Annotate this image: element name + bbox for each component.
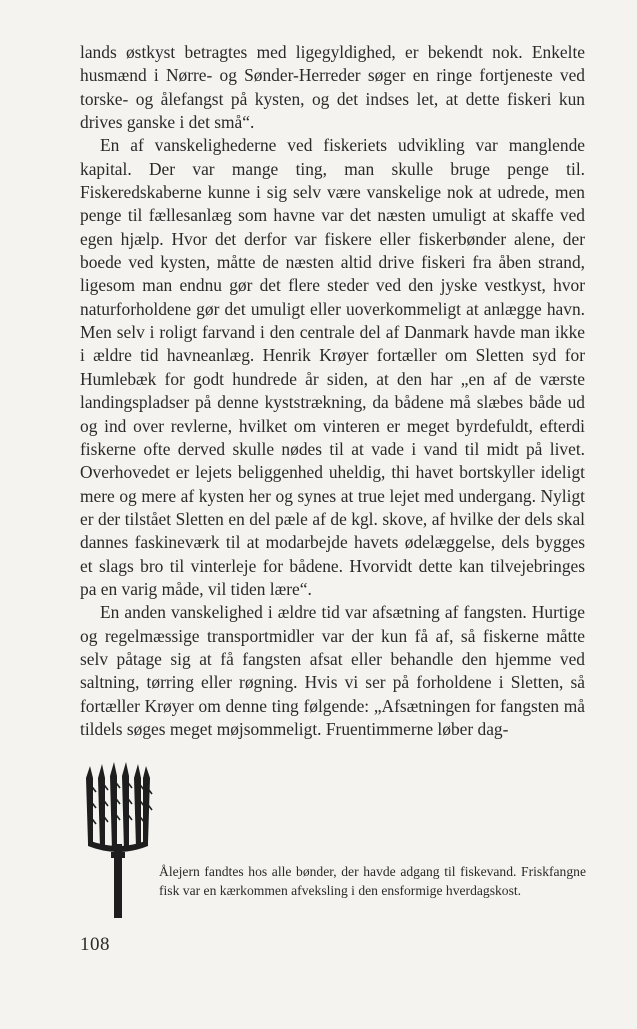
paragraph-2: En af vanskelighederne ved fiskeriets udvikling var manglende kapital. Der var mange ting, man skulle bruge penge til. Fiskeredskaberne kunne i sig selv være vanskelige nok at udrede, men penge til fællesanlæg som havne var det næsten umuligt at skaffe ved egen hjælp. Hvor det derfor var fiskere eller fiskerbønder alene, der boede ved kysten, måtte de næsten altid drive fiskeri fra åben strand, ligesom man endnu gør det flere steder ved den jyske vestkyst, hvor naturforholdene gør det umuligt eller uoverkommeligt at anlægge havn. Men selv i roligt farvand i den centrale del af Danmark havde man ikke i ældre tid havneanlæg. Henrik Krøyer fortæller om Sletten syd for Humlebæk for godt hundrede år siden, at den har „en af de værste landingspladser på denne kyststrækning, da bådene må slæbes både ud og ind over revlerne, hvilket om vinteren er meget byrdefuldt, efterdi fiskerne ofte derved skulle nødes til at vade i vand til midt på livet. Overhovedet er lejets beliggenhed uheldig, thi havet bortskyller ideligt mere og mere af kysten her og synes at true lejet med undergang. Nyligt er der tilstået Sletten en del pæle af de kgl. skove, af hvilke der dels skal dannes faskineværk til at modarbejde havets ødelæggelse, dels bygges et slags bro til vinterleje for bådene. Hvorvidt dette kan tilvejebringes pa en varig måde, vil tiden lære“.: [80, 135, 585, 599]
figure-caption: Ålejern fandtes hos alle bønder, der havde adgang til fiskevand. Friskfangne fisk var en kærkommen afveksling i den ensformige hverdagskost.: [159, 864, 586, 898]
page-number: 108: [80, 934, 110, 955]
eel-spear-icon: [78, 748, 158, 918]
body-text: [80, 41, 585, 741]
paragraph-3: En anden vanskelighed i ældre tid var afsætning af fangsten. Hurtige og regelmæssige transportmidler var der kun få af, så fiskerne måtte selv påtage sig at få fangsten afsat eller behandle den hjemme ved saltning, tørring eller røgning. Hvis vi ser på forholdene i Sletten, så fortæller Krøyer om denne ting følgende: „Afsætningen for fangsten må tildels søges meget møjsommeligt. Fruentimmerne løber dag-: [80, 602, 585, 739]
eel-spear-illustration: [78, 748, 158, 918]
paragraph-1: lands østkyst betragtes med ligegyldighed, er bekendt nok. Enkelte husmænd i Nørre- og Sønder-Herreder søger en ringe fortjeneste ved torske- og ålefangst på kysten, og det indses let, at dette fiskeri kun drives ganske i det små“.: [80, 42, 585, 133]
